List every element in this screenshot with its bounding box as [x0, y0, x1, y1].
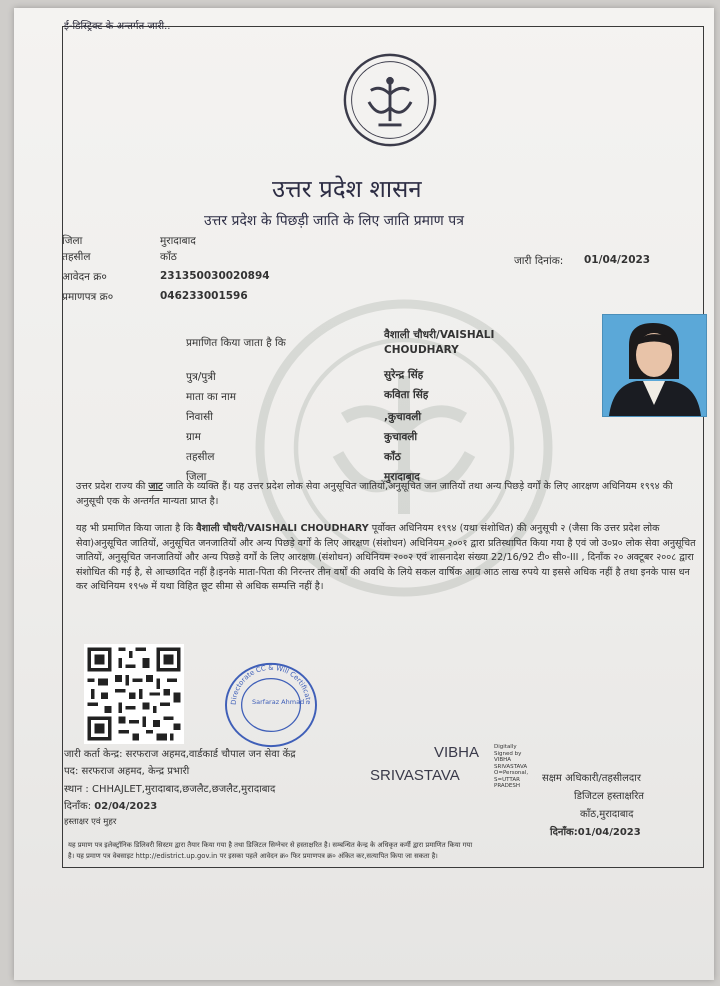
district-value: मुरादाबाद	[160, 235, 196, 247]
officer-date: दिनाँक:01/04/2023	[550, 827, 641, 838]
certificate-number: 046233001596	[160, 290, 248, 302]
up-government-emblem-icon	[342, 52, 438, 148]
para1-start: उत्तर प्रदेश राज्य की	[76, 481, 146, 492]
para2-end: पूर्वोक्त अधिनियम १९९४ (यथा संशोधित) की अनुसूची २ (जैसा कि उत्तर प्रदेश लोक सेवा)अनुसूचित जातियों, अनुसूचित जनजातियों और अन्य पिछड़े वर्गों के लिए आरक्षण (संशोधन) अधिनियम २००१ द्वारा प्रतिस्थापित किया गया है एवं जो उ०प्र० लोक सेवा अनुसूचित जातियों, अनुसूचित जनजातियों और अन्य पिछड़े वर्गों के लिए आरक्षण (संशोधन) अधिनियम २००२ एवं शासनादेश संख्या 22/16/92 टी० सी०-III , दिनाँक २० अक्टूबर २००८ द्वारा संशोधित की गई है, से आच्छादित नहीं है।इनके माता-पिता की निरन्तर तीन वर्षों की अवधि के लिये सकल वार्षिक आय आठ लाख रुपये या इससे अधिक नहीं है तथा इनके पास धन कर अधिनियम १९५७ में यथा विहित छूट सीमा से अधिक सम्पत्ति नहीं है।	[76, 523, 696, 592]
certificate-number-label: प्रमाणपत्र क्र०	[62, 291, 114, 303]
certification-paragraph	[76, 522, 696, 595]
para2-start: यह भी प्रमाणित किया जाता है कि	[76, 523, 194, 534]
qr-code-icon	[82, 644, 186, 744]
place-row	[64, 781, 275, 795]
digital-line-2: Signed by	[494, 750, 522, 757]
application-label: आवेदन क्र०	[62, 271, 107, 283]
person-portrait-icon	[603, 315, 706, 416]
detail-district-label: जिला	[186, 471, 207, 483]
officer-title: सक्षम अधिकारी/तहसीलदार	[542, 773, 641, 784]
signature-seal-label: हस्ताक्षर एवं मुहर	[64, 817, 117, 827]
officer-place: काँठ,मुरादाबाद	[580, 809, 634, 820]
village-value: कुचावली	[384, 431, 418, 443]
resident-value: ,कुचावली	[384, 411, 422, 423]
resident-label: निवासी	[186, 411, 213, 423]
tehsil-value: काँठ	[160, 251, 177, 263]
footer-date-row	[64, 798, 157, 812]
issuer-post: पद: सरफराज अहमद, केन्द्र प्रभारी	[64, 766, 190, 777]
certificate-paper	[14, 8, 714, 980]
note-line-2: है। यह प्रमाण पत्र वेबसाइट http://edistrict.up.gov.in पर इसका पहले आवेदन क्र० फिर प्रमाणपत्र क्र० अंकित कर,सत्यापित किया जा सकता है।	[68, 852, 438, 860]
application-number: 231350030020894	[160, 270, 270, 282]
issue-date: 01/04/2023	[584, 254, 651, 266]
issuing-center: जारी कर्ता केन्द्र: सरफराज अहमद,वार्डकार्ड चौपाल जन सेवा केंद्र	[64, 749, 296, 760]
digital-line-5: O=Personal,	[494, 770, 529, 776]
stamp-ring-text: Directorate CC & Will Certificate	[229, 663, 313, 706]
detail-tehsil-label: तहसील	[186, 451, 215, 463]
officer-digitally-signed: डिजिटल हस्ताक्षरित	[574, 791, 644, 802]
detail-district-value: मुरादाबाद	[384, 471, 420, 483]
digital-line-3: VIBHA	[494, 757, 512, 763]
place-label: स्थान :	[64, 784, 89, 795]
father-name: सुरेन्द्र सिंह	[384, 369, 424, 381]
issue-date-label: जारी दिनांक:	[514, 255, 564, 267]
caste-name: जाट	[148, 481, 163, 492]
caste-paragraph	[76, 480, 696, 509]
mother-name: कविता सिंह	[384, 389, 429, 401]
child-of-label: पुत्र/पुत्री	[186, 371, 216, 383]
government-title: उत्तर प्रदेश शासन	[272, 175, 422, 203]
para2-applicant-name: वैशाली चौधरी/VAISHALI CHOUDHARY	[196, 523, 369, 534]
digital-line-1: Digitally	[494, 744, 517, 750]
tehsil-label: तहसील	[62, 251, 91, 263]
certify-label: प्रमाणित किया जाता है कि	[186, 337, 286, 349]
digital-line-6: S=UTTAR	[494, 776, 520, 783]
signer-first-name: VIBHA	[434, 744, 480, 761]
village-label: ग्राम	[186, 431, 201, 443]
digital-signature-block	[494, 744, 528, 790]
applicant-name-line1: वैशाली चौधरी/VAISHALI	[384, 329, 495, 341]
note-line-1: यह प्रमाण पत्र इलेक्ट्रॉनिक डिलिवरी सिस्टम द्वारा तैयार किया गया है तथा डिजिटल सिग्नेचर से हस्ताक्षरित है। सम्बन्धित केन्द्र के अधिकृत कर्मी द्वारा प्रमाणित किया गया	[68, 841, 473, 849]
applicant-name-line2: CHOUDHARY	[384, 344, 459, 356]
stamp-name: Sarfaraz Ahmad	[252, 698, 305, 706]
digital-line-4: SRIVASTAVA	[494, 763, 528, 770]
place-value: CHHAJLET,मुरादाबाद,छजलैट,छजलैट,मुरादाबाद	[91, 784, 276, 795]
top-note: ई-डिस्ट्रिक्ट के अन्तर्गत जारी..	[64, 21, 171, 32]
signer-last-name: SRIVASTAVA	[370, 767, 460, 784]
detail-tehsil-value: काँठ	[384, 451, 401, 463]
footer-date-label: दिनाँक:	[64, 801, 92, 812]
mother-label: माता का नाम	[186, 391, 236, 403]
district-label: जिला	[62, 235, 83, 247]
digital-line-7: PRADESH	[494, 783, 521, 789]
para1-end: जाति के व्यक्ति हैं। यह उत्तर प्रदेश लोक सेवा अनुसूचित जातियों,अनुसूचित जन जातियों तथा अन्य पिछड़े वर्गों के लिए आरक्षण अधिनियम १९९४ की अनुसूची एक के अन्तर्गत मान्यता प्राप्त है।	[76, 481, 673, 507]
applicant-photo	[602, 314, 707, 417]
footer-date-value: 02/04/2023	[94, 801, 158, 812]
certificate-title: उत्तर प्रदेश के पिछड़ी जाति के लिए जाति प्रमाण पत्र	[204, 213, 464, 229]
